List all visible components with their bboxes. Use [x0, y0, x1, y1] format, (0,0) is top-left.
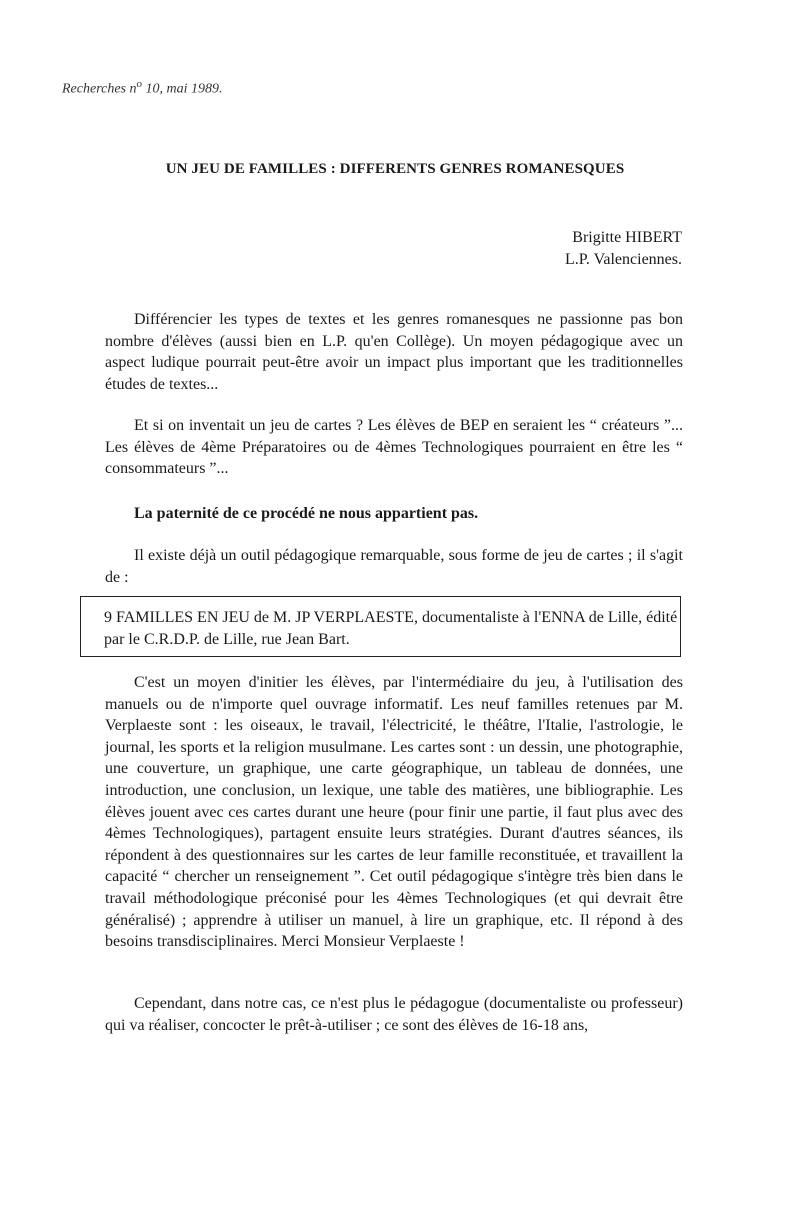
article-title: UN JEU DE FAMILLES : DIFFERENTS GENRES ROMANESQUES: [165, 161, 625, 177]
author-block: [565, 227, 682, 271]
author-name: Brigitte HIBERT: [572, 229, 682, 246]
journal-prefix: Recherches n: [62, 81, 137, 97]
issue-rest: 10, mai 1989.: [142, 81, 223, 97]
paragraph-1: [105, 309, 683, 395]
paragraph-3-text: La paternité de ce procédé ne nous appartient pas.: [134, 505, 479, 522]
journal-reference: [62, 78, 223, 98]
paragraph-6-text: Cependant, dans notre cas, ce n'est plus le pédagogue (documentaliste ou professeur) qui va réaliser, concocter le prêt-à-utiliser ; ce sont des élèves de 16-18 ans,: [105, 995, 683, 1034]
author-affiliation: L.P. Valenciennes.: [564, 251, 682, 268]
paragraph-3-bold: [105, 503, 683, 525]
paragraph-4-text: Il existe déjà un outil pédagogique remarquable, sous forme de jeu de cartes ; il s'agit de :: [105, 547, 683, 586]
boxed-reference: 9 FAMILLES EN JEU de M. JP VERPLAESTE, documentaliste à l'ENNA de Lille, édité par le C.R.D.P. de Lille, rue Jean Bart.: [80, 596, 681, 657]
paragraph-5: [105, 672, 683, 953]
paragraph-1-text: Différencier les types de textes et les genres romanesques ne passionne pas bon nombre d'élèves (aussi bien en L.P. qu'en Collège). Un moyen pédagogique avec un aspect ludique pourrait peut-être avoir un impact plus important que les traditionnelles études de textes...: [105, 311, 683, 393]
paragraph-4: [105, 545, 683, 588]
issue-superscript: o: [136, 78, 142, 90]
paragraph-5-text: C'est un moyen d'initier les élèves, par l'intermédiaire du jeu, à l'utilisation des manuels ou de n'importe quel ouvrage informatif. Les neuf familles retenues par M. Verplaeste sont : les oiseaux, le travail, l'électricité, le théâtre, l'Italie, l'astrologie, le journal, les sports et la religion musulmane. Les cartes sont : un dessin, une photographie, une couverture, un graphique, une carte géographique, un tableau de données, une introduction, une conclusion, un lexique, une table des matières, une bibliographie. Les élèves jouent avec ces cartes durant une heure (pour finir une partie, il faut plus avec des 4èmes Technologiques), partagent ensuite leurs stratégies. Durant d'autres séances, ils répondent à des questionnaires sur les cartes de leur famille reconstituée, et travaillent la capacité “ chercher un renseignement ”. Cet outil pédagogique s'intègre très bien dans le travail méthodologique préconisé pour les 4èmes Technologiques (et qui devrait être généralisé) ; apprendre à utiliser un manuel, à lire un graphique, etc. Il répond à des besoins transdisciplinaires. Merci Monsieur Verplaeste !: [105, 674, 683, 951]
paragraph-6: [105, 993, 683, 1036]
paragraph-2: [105, 415, 683, 480]
paragraph-2-text: Et si on inventait un jeu de cartes ? Les élèves de BEP en seraient les “ créateurs ”... Les élèves de 4ème Préparatoires ou de 4èmes Technologiques pourraient en être les “ consommateurs ”...: [105, 417, 683, 478]
